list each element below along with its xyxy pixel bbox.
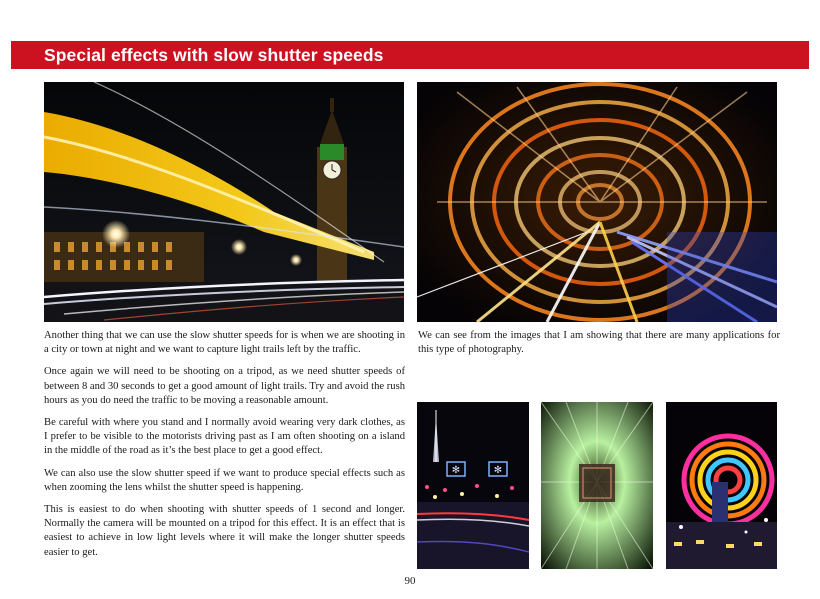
right-text-column <box>418 329 780 365</box>
green-zoom-burst-photo <box>541 402 653 569</box>
svg-text:✻: ✻ <box>493 465 503 476</box>
big-ben-light-trails-photo <box>44 82 404 322</box>
paragraph: We can see from the images that I am showing that there are many applications for this type of photography. <box>418 330 780 356</box>
paragraph: Be careful with where you stand and I normally avoid wearing very dark clothes, as I prefer to be visible to the motorists driving past as I am often shooting on a island in the middle of the road as it’s the best place to get a good effect. <box>44 417 405 457</box>
left-text-column <box>44 329 405 568</box>
svg-text:✻: ✻ <box>451 465 461 476</box>
paragraph: Another thing that we can use the slow shutter speeds for is when we are shooting in a city or town at night and we want to capture light trails left by the traffic. <box>44 330 405 356</box>
paragraph: We can also use the slow shutter speed if we want to produce special effects such as when zooming the lens whilst the shutter speed is happening. <box>44 467 405 493</box>
fairground-ride-photo <box>666 402 777 569</box>
page-number: 90 <box>404 575 416 587</box>
page-title: Special effects with slow shutter speeds <box>44 45 384 65</box>
blackpool-illuminations-photo <box>417 402 529 569</box>
paragraph: This is easiest to do when shooting with shutter speeds of 1 second and longer. Normally the camera will be mounted on a tripod for this effect. It is an effect that is easiest to achieve in low light levels where it will make the longer shutter speeds easier to get. <box>44 504 405 558</box>
ferris-wheel-zoom-photo <box>417 82 777 322</box>
title-banner <box>11 41 809 69</box>
paragraph: Once again we will need to be shooting on a tripod, as we need shutter speeds of between 8 and 30 seconds to get a good amount of light trails. Try and avoid the rush hours as you do need the traffic to be moving a reasonable amount. <box>44 366 405 406</box>
